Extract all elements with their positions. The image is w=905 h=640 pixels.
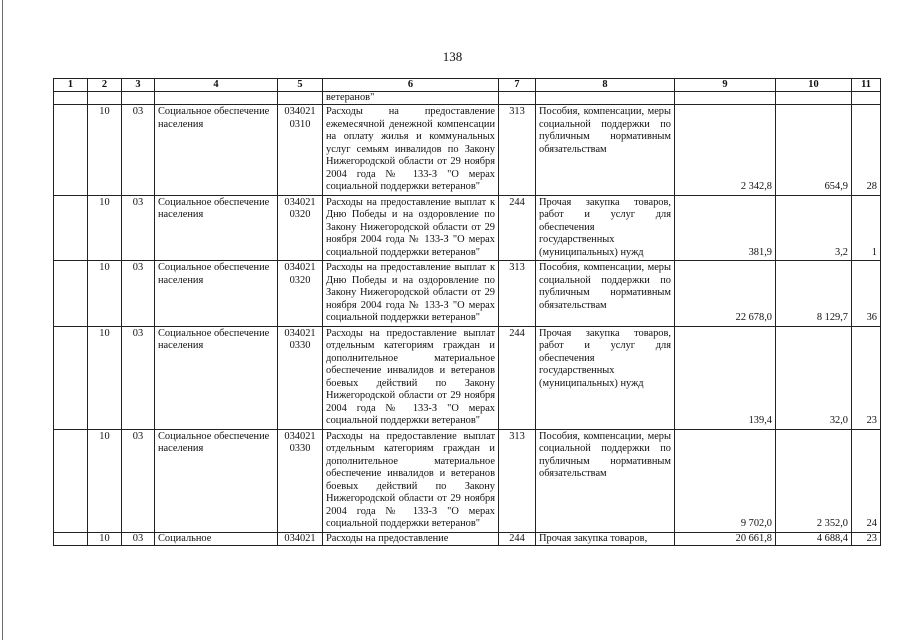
expense-description: Расходы на предоставление [323, 532, 499, 545]
col-header-3: 3 [122, 79, 155, 92]
target-code: 034021 0310 [278, 105, 323, 196]
left-edge-line [2, 0, 3, 640]
expense-type-name: Прочая закупка товаров, [536, 532, 675, 545]
section-code: 10 [88, 429, 122, 532]
expense-type-name: Пособия, компенсации, меры социальной поддержки по публичным нормативным обязательствам [536, 429, 675, 532]
amount-col-11: 36 [852, 261, 881, 327]
section-code: 10 [88, 261, 122, 327]
expense-type-code: 313 [499, 261, 536, 327]
expense-type-code: 244 [499, 195, 536, 261]
table-row [54, 195, 881, 261]
subsection-code: 03 [122, 532, 155, 545]
amount-col-9: 2 342,8 [675, 105, 776, 196]
expense-type-code: 244 [499, 532, 536, 545]
col-header-10: 10 [776, 79, 852, 92]
amount-col-10: 2 352,0 [776, 429, 852, 532]
amount-col-11: 23 [852, 532, 881, 545]
section-name: Социальное обеспечение населения [155, 326, 278, 429]
amount-col-11: 1 [852, 195, 881, 261]
subsection-code: 03 [122, 429, 155, 532]
amount-col-10: 32,0 [776, 326, 852, 429]
col-header-7: 7 [499, 79, 536, 92]
header-row [54, 79, 881, 92]
expense-description: Расходы на предоставление выплат к Дню Победы и на оздоровление по Закону Нижегородской области от 29 ноября 2004 года № 133-З "О мерах социальной поддержки ветеранов" [323, 195, 499, 261]
expense-type-code: 313 [499, 429, 536, 532]
expense-description: Расходы на предоставление выплат отдельным категориям граждан и дополнительное материальное обеспечение инвалидов и ветеранов боевых действий по Закону Нижегородской области от 29 ноября 2004 года № 133-З "О мерах социальной поддержки ветеранов" [323, 326, 499, 429]
expense-type-code: 313 [499, 105, 536, 196]
section-code: 10 [88, 532, 122, 545]
expense-description: Расходы на предоставление ежемесячной денежной компенсации на оплату жилья и коммунальных услуг семьям инвалидов по Закону Нижегородской области от 29 ноября 2004 года № 133-З "О мерах социальной поддержки ветеранов" [323, 105, 499, 196]
section-name: Социальное обеспечение населения [155, 195, 278, 261]
amount-col-9: 22 678,0 [675, 261, 776, 327]
col-header-2: 2 [88, 79, 122, 92]
col-header-4: 4 [155, 79, 278, 92]
col-header-11: 11 [852, 79, 881, 92]
amount-col-11: 23 [852, 326, 881, 429]
continuation-text: ветеранов" [323, 92, 499, 105]
amount-col-10: 654,9 [776, 105, 852, 196]
col-header-8: 8 [536, 79, 675, 92]
expense-type-name: Пособия, компенсации, меры социальной поддержки по публичным нормативным обязательствам [536, 261, 675, 327]
expense-type-code: 244 [499, 326, 536, 429]
section-code: 10 [88, 326, 122, 429]
col-header-1: 1 [54, 79, 88, 92]
subsection-code: 03 [122, 105, 155, 196]
target-code: 034021 0330 [278, 326, 323, 429]
col-header-9: 9 [675, 79, 776, 92]
amount-col-10: 8 129,7 [776, 261, 852, 327]
expense-description: Расходы на предоставление выплат к Дню Победы и на оздоровление по Закону Нижегородской области от 29 ноября 2004 года № 133-З "О мерах социальной поддержки ветеранов" [323, 261, 499, 327]
amount-col-9: 139,4 [675, 326, 776, 429]
page-number: 138 [442, 49, 463, 64]
target-code: 034021 [278, 532, 323, 545]
subsection-code: 03 [122, 195, 155, 261]
amount-col-11: 28 [852, 105, 881, 196]
section-name: Социальное обеспечение населения [155, 429, 278, 532]
amount-col-10: 3,2 [776, 195, 852, 261]
expense-type-name: Прочая закупка товаров, работ и услуг для обеспечения государственных (муниципальных) нужд [536, 195, 675, 261]
amount-col-9: 9 702,0 [675, 429, 776, 532]
section-name: Социальное обеспечение населения [155, 261, 278, 327]
table-row [54, 105, 881, 196]
table-row [54, 326, 881, 429]
expense-type-name: Прочая закупка товаров, работ и услуг для обеспечения государственных (муниципальных) нужд [536, 326, 675, 429]
col-header-6: 6 [323, 79, 499, 92]
section-name: Социальное [155, 532, 278, 545]
col-header-5: 5 [278, 79, 323, 92]
section-code: 10 [88, 105, 122, 196]
target-code: 034021 0330 [278, 429, 323, 532]
continuation-row [54, 92, 881, 105]
subsection-code: 03 [122, 326, 155, 429]
section-code: 10 [88, 195, 122, 261]
section-name: Социальное обеспечение населения [155, 105, 278, 196]
amount-col-10: 4 688,4 [776, 532, 852, 545]
subsection-code: 03 [122, 261, 155, 327]
amount-col-9: 20 661,8 [675, 532, 776, 545]
amount-col-11: 24 [852, 429, 881, 532]
target-code: 034021 0320 [278, 261, 323, 327]
table-row [54, 261, 881, 327]
target-code: 034021 0320 [278, 195, 323, 261]
amount-col-9: 381,9 [675, 195, 776, 261]
expense-type-name: Пособия, компенсации, меры социальной поддержки по публичным нормативным обязательствам [536, 105, 675, 196]
table-row [54, 429, 881, 532]
expense-description: Расходы на предоставление выплат отдельным категориям граждан и дополнительное материальное обеспечение инвалидов и ветеранов боевых действий по Закону Нижегородской области от 29 ноября 2004 года № 133-З "О мерах социальной поддержки ветеранов" [323, 429, 499, 532]
budget-table [53, 78, 881, 546]
table-row [54, 532, 881, 545]
